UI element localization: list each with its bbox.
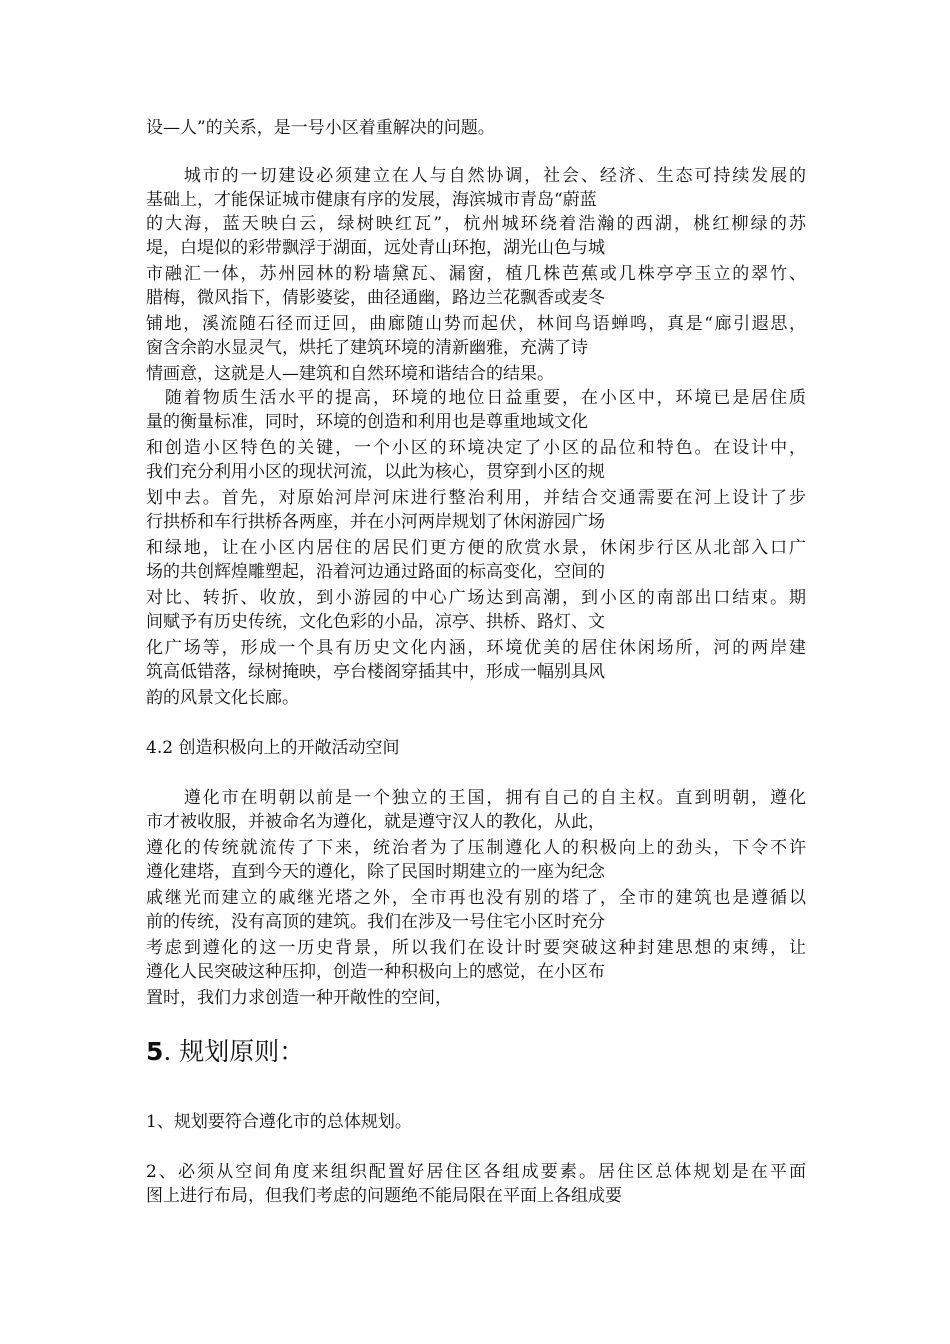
paragraph-line: 遵化市在明朝以前是一个独立的王国，拥有自己的自主权。直到明朝，遵化 bbox=[146, 788, 806, 808]
paragraph-line: 场的共创辉煌雕塑起，沿着河边通过路面的标高变化，空间的 bbox=[146, 562, 605, 582]
paragraph-line: 对比、转折、收放，到小游园的中心广场达到高潮，到小区的南部出口结束。期 bbox=[146, 588, 806, 608]
paragraph-line: 行拱桥和车行拱桥各两座，并在小河两岸规划了休闲游园广场 bbox=[146, 512, 605, 532]
paragraph-line: 置时，我们力求创造一种开敞性的空间， bbox=[146, 988, 452, 1008]
paragraph-line: 遵化人民突破这种压抑，创造一种积极向上的感觉，在小区布 bbox=[146, 962, 605, 982]
paragraph-line: 考虑到遵化的这一历史背景，所以我们在设计时要突破这种封建思想的束缚，让 bbox=[146, 938, 806, 958]
paragraph-line: 韵的风景文化长廊。 bbox=[146, 688, 299, 708]
paragraph-line: 市才被收服，并被命名为遵化，就是遵守汉人的教化，从此， bbox=[146, 812, 605, 832]
paragraph-line: 随着物质生活水平的提高，环境的地位日益重要，在小区中，环境已是居住质 bbox=[146, 388, 806, 408]
paragraph-line: 城市的一切建设必须建立在人与自然协调，社会、经济、生态可持续发展的 bbox=[146, 166, 806, 186]
paragraph-line: 腊梅，微风指下，倩影婆娑，曲径通幽，路边兰花飘香或麦冬 bbox=[146, 288, 605, 308]
paragraph-line: 筑高低错落，绿树掩映，亭台楼阁穿插其中，形成一幅别具风 bbox=[146, 662, 605, 682]
paragraph-line: 化广场等，形成一个具有历史文化内涵，环境优美的居住休闲场所，河的两岸建 bbox=[146, 638, 806, 658]
list-item: 2、必须从空间角度来组织配置好居住区各组成要素。居住区总体规划是在平面 bbox=[146, 1162, 806, 1182]
paragraph-line: 铺地，溪流随石径而迂回，曲廊随山势而起伏，林间鸟语蝉鸣，真是“廊引遐思， bbox=[146, 314, 806, 334]
paragraph-line: 和创造小区特色的关键，一个小区的环境决定了小区的品位和特色。在设计中， bbox=[146, 438, 806, 458]
section-heading bbox=[146, 1036, 304, 1068]
paragraph-line: 基础上，才能保证城市健康有序的发展，海滨城市青岛“蔚蓝 bbox=[146, 190, 597, 210]
paragraph-line: 量的衡量标准，同时，环境的创造和利用也是尊重地域文化 bbox=[146, 412, 588, 432]
paragraph-line: 我们充分利用小区的现状河流，以此为核心，贯穿到小区的规 bbox=[146, 462, 605, 482]
paragraph-line: 情画意，这就是人—建筑和自然环境和谐结合的结果。 bbox=[146, 364, 554, 384]
paragraph-line: 前的传统，没有高顶的建筑。我们在涉及一号住宅小区时充分 bbox=[146, 912, 605, 932]
paragraph-line: 市融汇一体，苏州园林的粉墙黛瓦、漏窗，植几株芭蕉或几株亭亭玉立的翠竹、 bbox=[146, 264, 806, 284]
paragraph-line: 设—人”的关系，是一号小区着重解决的问题。 bbox=[146, 118, 495, 138]
section-number: 5 bbox=[146, 1037, 164, 1066]
paragraph-line: 堤，白堤似的彩带飘浮于湖面，远处青山环抱，湖光山色与城 bbox=[146, 238, 605, 258]
paragraph-line: 窗含余韵水显灵气，烘托了建筑环境的清新幽雅，充满了诗 bbox=[146, 338, 588, 358]
paragraph-line: 遵化的传统就流传了下来，统治者为了压制遵化人的积极向上的劲头，下令不许 bbox=[146, 838, 806, 858]
paragraph-line: 和绿地，让在小区内居住的居民们更方便的欣赏水景，休闲步行区从北部入口广 bbox=[146, 538, 806, 558]
paragraph-line: 间赋予有历史传统，文化色彩的小品，凉亭、拱桥、路灯、文 bbox=[146, 612, 605, 632]
list-item: 1、规划要符合遵化市的总体规划。 bbox=[146, 1112, 412, 1132]
paragraph-line: 遵化建塔，直到今天的遵化，除了民国时期建立的一座为纪念 bbox=[146, 862, 605, 882]
paragraph-line: 的大海，蓝天映白云，绿树映红瓦”，杭州城环绕着浩瀚的西湖，桃红柳绿的苏 bbox=[146, 214, 806, 234]
paragraph-line: 划中去。首先，对原始河岸河床进行整治利用，并结合交通需要在河上设计了步 bbox=[146, 488, 806, 508]
section-title: . 规划原则： bbox=[163, 1037, 305, 1066]
subsection-heading: 4.2 创造积极向上的开敞活动空间 bbox=[146, 738, 400, 758]
list-item: 图上进行布局，但我们考虑的问题绝不能局限在平面上各组成要 bbox=[146, 1186, 622, 1206]
paragraph-line: 戚继光而建立的戚继光塔之外，全市再也没有别的塔了，全市的建筑也是遵循以 bbox=[146, 888, 806, 908]
